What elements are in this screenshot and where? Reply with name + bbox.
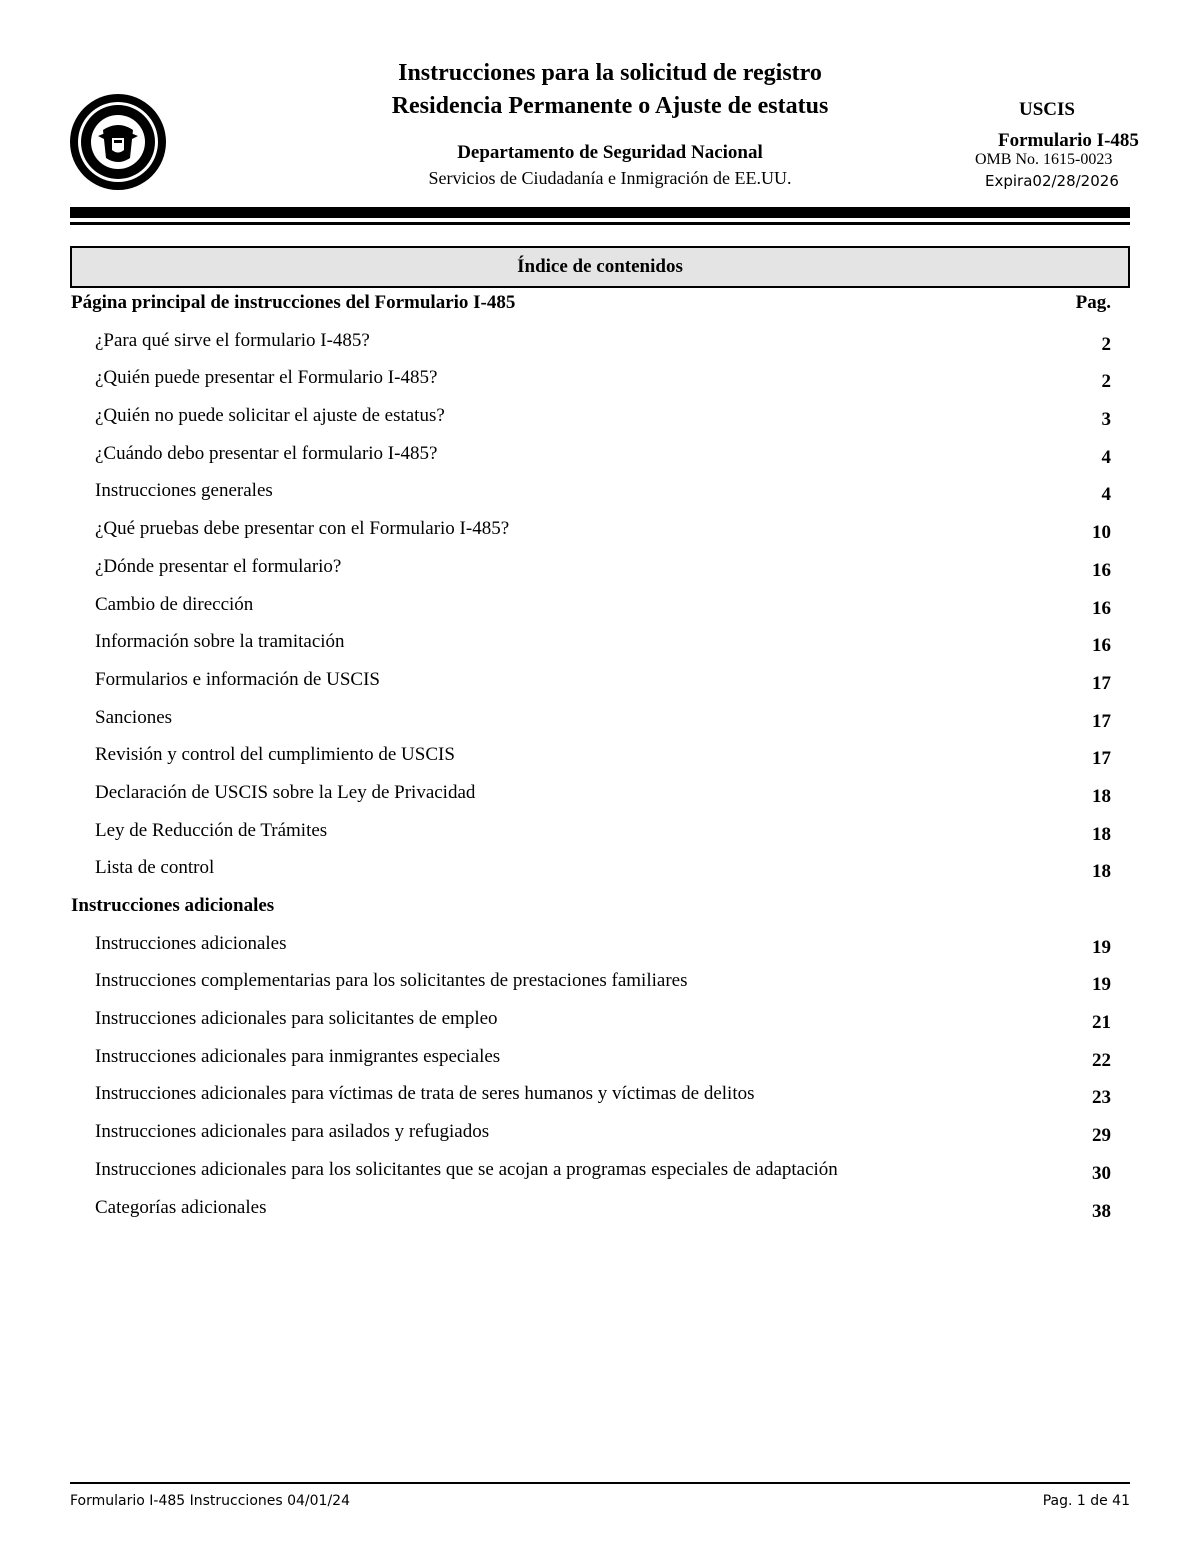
- toc-entry-label: Ley de Reducción de Trámites: [95, 819, 328, 841]
- expiration-date: Expira02/28/2026: [985, 172, 1119, 190]
- toc-entry-label: Instrucciones adicionales: [71, 895, 275, 916]
- omb-number: OMB No. 1615-0023: [975, 151, 1113, 168]
- toc-entry[interactable]: [70, 1040, 1130, 1078]
- toc-entry-page: 16: [1092, 559, 1111, 581]
- toc-entry[interactable]: [70, 964, 1130, 1002]
- toc-entry-label: Información sobre la tramitación: [95, 631, 345, 653]
- toc-entry-label: ¿Quién puede presentar el Formulario I-485?: [95, 367, 438, 389]
- header-divider-thin: [70, 222, 1130, 225]
- toc-section-heading: [70, 889, 1130, 927]
- footer-page-number: Pag. 1 de 41: [1042, 1493, 1130, 1509]
- toc-entry[interactable]: [70, 1153, 1130, 1191]
- toc-entry[interactable]: [70, 1115, 1130, 1153]
- toc-entry[interactable]: [70, 927, 1130, 965]
- toc-entry[interactable]: [70, 851, 1130, 889]
- toc-entry-page: 18: [1092, 785, 1111, 807]
- toc-entry[interactable]: [70, 399, 1130, 437]
- toc-entry[interactable]: [70, 474, 1130, 512]
- toc-entry-label: Instrucciones adicionales para los solicitantes que se acojan a programas especiales de adaptación: [95, 1158, 838, 1180]
- document-title: Instrucciones para la solicitud de registro: [398, 60, 822, 86]
- toc-entry-label: Instrucciones adicionales para solicitantes de empleo: [95, 1008, 498, 1030]
- toc-entry[interactable]: [70, 1002, 1130, 1040]
- toc-entry-page: 3: [1101, 409, 1111, 431]
- toc-entry-label: Cambio de dirección: [95, 593, 254, 615]
- toc-entry[interactable]: [70, 1077, 1130, 1115]
- toc-entry[interactable]: [70, 1191, 1130, 1229]
- toc-entry-page: 18: [1092, 861, 1111, 883]
- toc-entry-label: Categorías adicionales: [95, 1196, 267, 1218]
- toc-section-heading: [70, 286, 1130, 324]
- toc-entry[interactable]: [70, 324, 1130, 362]
- toc-entry-label: ¿Dónde presentar el formulario?: [95, 555, 342, 577]
- toc-entry[interactable]: [70, 588, 1130, 626]
- toc-entry-page: 29: [1092, 1125, 1111, 1147]
- toc-entry-label: Instrucciones adicionales para inmigrantes especiales: [95, 1045, 501, 1067]
- agency-code: USCIS: [1019, 99, 1075, 120]
- footer-form-info: Formulario I-485 Instrucciones 04/01/24: [70, 1493, 350, 1509]
- toc-entry-page: 18: [1092, 823, 1111, 845]
- toc-entry-label: Instrucciones adicionales: [95, 932, 287, 954]
- toc-heading: Índice de contenidos: [70, 246, 1130, 288]
- form-number: Formulario I-485: [998, 130, 1139, 151]
- toc-entry[interactable]: [70, 550, 1130, 588]
- toc-entry-label: Instrucciones adicionales para asilados y refugiados: [95, 1121, 490, 1143]
- toc-entry[interactable]: [70, 814, 1130, 852]
- toc-entry-page: 19: [1092, 974, 1111, 996]
- dhs-seal-logo: [68, 92, 168, 192]
- toc-entry[interactable]: [70, 437, 1130, 475]
- toc-entry-page: 23: [1092, 1087, 1111, 1109]
- toc-entry-page: 21: [1092, 1012, 1111, 1034]
- toc-entry-page: 2: [1101, 371, 1111, 393]
- toc-entry-label: Sanciones: [95, 706, 173, 728]
- toc-entry-label: ¿Cuándo debo presentar el formulario I-485?: [95, 442, 438, 464]
- toc-entry-page: 30: [1092, 1162, 1111, 1184]
- toc-entry-page: 10: [1092, 522, 1111, 544]
- department-name: Departamento de Seguridad Nacional: [457, 142, 763, 163]
- toc-entry-page: 16: [1092, 635, 1111, 657]
- toc-entry-label: ¿Quién no puede solicitar el ajuste de estatus?: [95, 405, 445, 427]
- toc-entry-page: 19: [1092, 936, 1111, 958]
- toc-entry-label: Instrucciones complementarias para los solicitantes de prestaciones familiares: [95, 970, 688, 992]
- toc-entry-label: Lista de control: [95, 857, 215, 879]
- agency-name: Servicios de Ciudadanía e Inmigración de EE.UU.: [428, 168, 792, 188]
- toc-entry-page: Pag.: [1075, 292, 1111, 313]
- toc-entry-page: 4: [1101, 446, 1111, 468]
- toc-entry[interactable]: [70, 776, 1130, 814]
- toc-entry-label: Declaración de USCIS sobre la Ley de Privacidad: [95, 781, 476, 803]
- toc-entry-page: 38: [1092, 1200, 1111, 1222]
- toc-entry-label: Instrucciones generales: [95, 480, 273, 502]
- toc-entry-page: 22: [1092, 1049, 1111, 1071]
- toc-entry[interactable]: [70, 701, 1130, 739]
- toc-entry-page: 17: [1092, 672, 1111, 694]
- toc-entry-label: Revisión y control del cumplimiento de USCIS: [95, 744, 455, 766]
- toc-entry[interactable]: [70, 361, 1130, 399]
- toc-entry[interactable]: [70, 738, 1130, 776]
- toc-entry-label: Instrucciones adicionales para víctimas de trata de seres humanos y víctimas de delitos: [95, 1083, 755, 1105]
- toc-entry-label: Formularios e información de USCIS: [95, 668, 380, 690]
- toc-entry-label: Página principal de instrucciones del Formulario I-485: [71, 292, 516, 313]
- document-subtitle: Residencia Permanente o Ajuste de estatus: [391, 93, 829, 119]
- table-of-contents: [70, 286, 1130, 1228]
- toc-entry-page: 2: [1101, 333, 1111, 355]
- toc-entry-label: ¿Para qué sirve el formulario I-485?: [95, 329, 370, 351]
- toc-entry-page: 16: [1092, 597, 1111, 619]
- toc-entry[interactable]: [70, 512, 1130, 550]
- toc-entry[interactable]: [70, 625, 1130, 663]
- toc-entry-page: 17: [1092, 710, 1111, 732]
- toc-entry-page: 4: [1101, 484, 1111, 506]
- toc-entry-page: 17: [1092, 748, 1111, 770]
- footer-divider: [70, 1482, 1130, 1484]
- toc-entry[interactable]: [70, 663, 1130, 701]
- header-divider-thick: [70, 207, 1130, 218]
- toc-entry-label: ¿Qué pruebas debe presentar con el Formulario I-485?: [95, 518, 510, 540]
